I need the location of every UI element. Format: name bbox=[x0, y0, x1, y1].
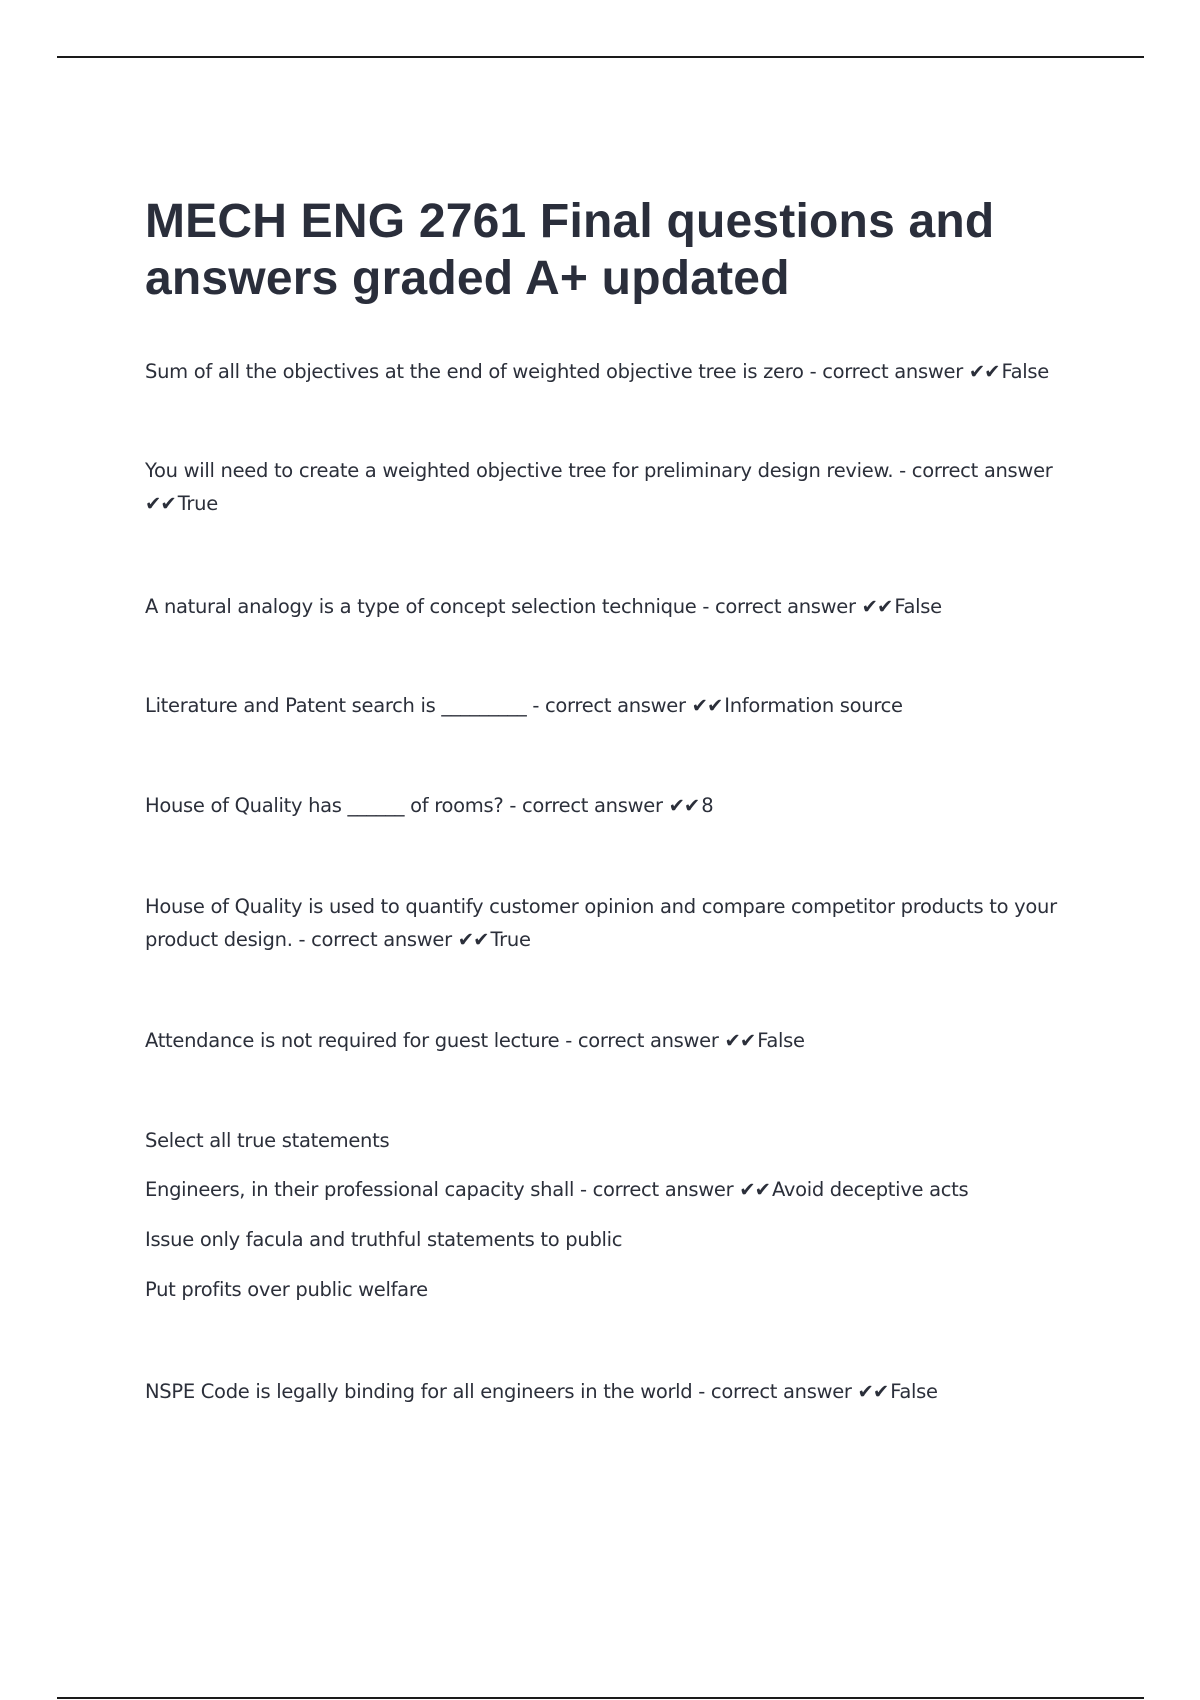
answer-text: False bbox=[757, 1029, 805, 1052]
answer-prefix: - correct answer bbox=[509, 794, 663, 817]
qa-item bbox=[145, 689, 1095, 722]
check-icon: ✔✔ bbox=[724, 1029, 756, 1052]
check-icon: ✔✔ bbox=[668, 794, 700, 817]
answer-prefix: - correct answer bbox=[298, 928, 452, 951]
question-text: Literature and Patent search is _________ bbox=[145, 694, 527, 717]
statement-line: Issue only facula and truthful statements to public bbox=[145, 1228, 623, 1251]
bottom-rule bbox=[57, 1697, 1144, 1699]
check-icon: ✔✔ bbox=[457, 928, 489, 951]
top-rule bbox=[57, 56, 1144, 58]
check-icon: ✔✔ bbox=[145, 492, 176, 515]
question-text: You will need to create a weighted objective tree for preliminary design review. bbox=[145, 459, 894, 482]
question-text: A natural analogy is a type of concept selection technique bbox=[145, 595, 697, 618]
qa-item bbox=[145, 1024, 1095, 1057]
answer-text: Information source bbox=[724, 694, 903, 717]
check-icon: ✔✔ bbox=[968, 360, 1000, 383]
answer-text: Avoid deceptive acts bbox=[771, 1178, 969, 1201]
qa-item bbox=[145, 890, 1095, 956]
question-text: Sum of all the objectives at the end of weighted objective tree is zero bbox=[145, 360, 804, 383]
answer-text: False bbox=[894, 595, 942, 618]
question-text: Attendance is not required for guest lecture bbox=[145, 1029, 560, 1052]
answer-prefix: - correct answer bbox=[809, 360, 963, 383]
answer-text: False bbox=[1001, 360, 1049, 383]
answer-text: 8 bbox=[701, 794, 714, 817]
answer-text: True bbox=[177, 492, 218, 515]
qa-item bbox=[145, 454, 1095, 520]
qa-item bbox=[145, 789, 1095, 822]
check-icon: ✔✔ bbox=[861, 595, 893, 618]
check-icon: ✔✔ bbox=[691, 694, 723, 717]
answer-prefix: - correct answer bbox=[702, 595, 856, 618]
qa-item bbox=[145, 1173, 1095, 1206]
answer-prefix: - correct answer bbox=[899, 459, 1053, 482]
answer-prefix: - correct answer bbox=[532, 694, 686, 717]
answer-prefix: - correct answer bbox=[698, 1380, 852, 1403]
qa-item bbox=[145, 355, 1095, 388]
qa-item bbox=[145, 1375, 1095, 1408]
statement-line: Put profits over public welfare bbox=[145, 1278, 428, 1301]
answer-text: False bbox=[890, 1380, 938, 1403]
qa-item bbox=[145, 590, 1095, 623]
question-text: House of Quality has ______ of rooms? bbox=[145, 794, 504, 817]
question-text: NSPE Code is legally binding for all engineers in the world bbox=[145, 1380, 693, 1403]
select-all-header: Select all true statements bbox=[145, 1129, 390, 1152]
answer-prefix: - correct answer bbox=[565, 1029, 719, 1052]
check-icon: ✔✔ bbox=[739, 1178, 770, 1201]
answer-text: True bbox=[490, 928, 531, 951]
answer-prefix: - correct answer bbox=[580, 1178, 734, 1201]
question-text: Engineers, in their professional capacity shall bbox=[145, 1178, 575, 1201]
document-title: MECH ENG 2761 Final questions and answers graded A+ updated bbox=[145, 195, 995, 305]
question-text: House of Quality is used to quantify customer opinion and compare competitor products to your product design. bbox=[145, 895, 1057, 951]
check-icon: ✔✔ bbox=[857, 1380, 889, 1403]
